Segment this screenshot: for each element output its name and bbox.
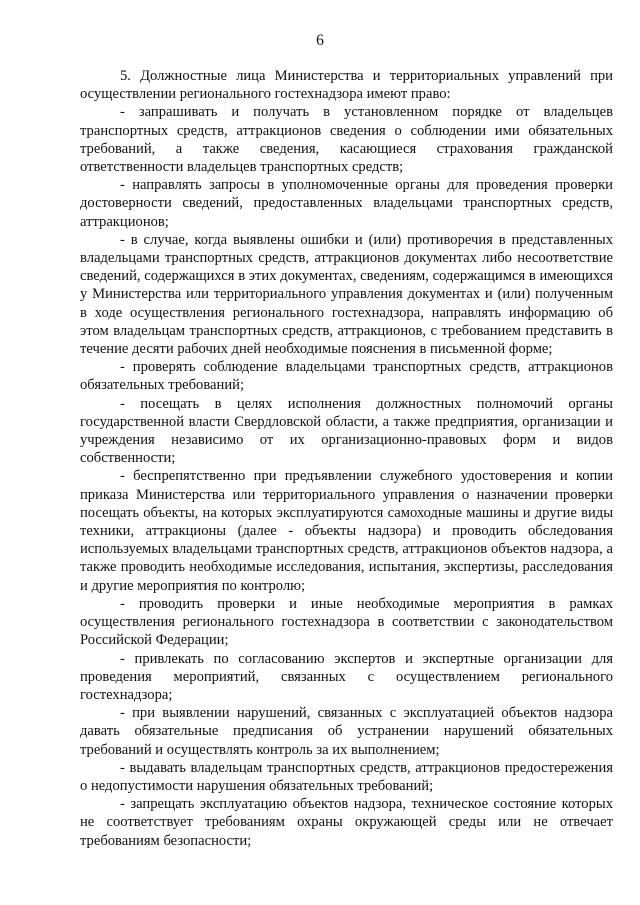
paragraph-visit-authorities: - посещать в целях исполнения должностных полномочий органы государственной власти Свердловской области, а также предприятия, организации и учреждения независимо от их организационно-правовых форм и видов собственности; (80, 395, 613, 467)
paragraph-issue-warnings: - выдавать владельцам транспортных средств, аттракционов предостережения о недопустимости нарушения обязательных требований; (80, 759, 613, 794)
paragraph-check-compliance: - проверять соблюдение владельцами транспортных средств, аттракционов обязательных требований; (80, 359, 613, 394)
paragraph-rights-intro: 5. Должностные лица Министерства и территориальных управлений при осуществлении регионального гостехнадзора имеют право: (80, 68, 613, 103)
paragraph-involve-experts: - привлекать по согласованию экспертов и экспертные организации для проведения мероприятий, связанных с осуществлением регионального гостехнадзора; (80, 650, 613, 703)
paragraph-request-info: - запрашивать и получать в установленном порядке от владельцев транспортных средств, аттракционов сведения о соблюдении ими обязательных требований, а также сведения, касающиеся страхования гражданской ответственности владельцев транспортных средств; (80, 104, 613, 176)
paragraph-conduct-inspections: - проводить проверки и иные необходимые мероприятия в рамках осуществления регионального гостехнадзора в соответствии с законодательством Российской Федерации; (80, 595, 613, 649)
paragraph-send-requests: - направлять запросы в уполномоченные органы для проведения проверки достоверности сведений, предоставленных владельцами транспортных средств, аттракционов; (80, 177, 613, 230)
paragraph-prohibit-operation: - запрещать эксплуатацию объектов надзора, техническое состояние которых не соответствует требованиям охраны окружающей среды или не отвечает требованиям безопасности; (80, 796, 613, 849)
paragraph-issue-orders: - при выявлении нарушений, связанных с эксплуатацией объектов надзора давать обязательные предписания об устранении нарушений обязательных требований и осуществлять контроль за их выполнением; (80, 705, 613, 758)
paragraph-errors-contradictions: - в случае, когда выявлены ошибки и (или) противоречия в представленных владельцами транспортных средств, аттракционов документах либо несоответствие сведений, содержащихся в этих документах, сведениям, содержащимся в имеющихся у Министерства или территориального управления документах и (или) полученным в ходе осуществления регионального гостехнадзора, направлять информацию об этом владельцам транспортных средств, аттракционов, с требованием представить в течение десяти рабочих дней необходимые пояснения в письменной форме; (80, 231, 613, 358)
paragraph-visit-objects: - беспрепятственно при предъявлении служебного удостоверения и копии приказа Министерства или территориального управления о назначении проверки посещать объекты, на которых эксплуатируются самоходные машины и другие виды техники, аттракционы (далее - объекты надзора) и проводить обследования используемых владельцами транспортных средств, аттракционов объектов надзора, а также проводить необходимые исследования, испытания, экспертизы, расследования и другие мероприятия по контролю; (80, 468, 613, 594)
page-number: 6 (316, 32, 324, 49)
document-body (80, 67, 613, 850)
